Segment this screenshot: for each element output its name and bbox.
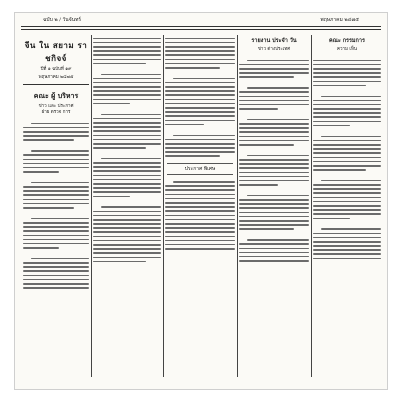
text-line — [93, 261, 146, 263]
text-line — [239, 180, 309, 182]
text-line — [93, 166, 161, 168]
text-line — [23, 194, 89, 196]
text-line — [23, 186, 89, 188]
text-line — [239, 131, 309, 133]
text-line — [321, 180, 381, 182]
text-line — [239, 207, 309, 209]
text-line — [23, 262, 89, 264]
text-line — [321, 228, 381, 230]
text-line — [93, 50, 161, 52]
text-line — [321, 96, 381, 98]
text-line — [239, 199, 309, 201]
text-line — [239, 64, 309, 66]
text-line — [93, 139, 161, 141]
col1-subline-1: ข่าว และ ประกาศ — [38, 104, 74, 109]
text-line — [313, 192, 381, 194]
text-line — [23, 270, 89, 272]
text-line — [239, 256, 309, 258]
text-line — [313, 188, 381, 190]
text-line — [313, 72, 381, 74]
text-line — [93, 147, 146, 149]
text-line — [173, 78, 235, 80]
text-line — [313, 233, 381, 235]
text-line — [165, 124, 204, 126]
text-line — [165, 198, 235, 200]
text-line — [31, 258, 89, 260]
text-line — [93, 211, 161, 213]
text-line — [313, 60, 381, 62]
text-line — [165, 189, 235, 191]
text-line — [93, 183, 161, 185]
text-line — [31, 182, 89, 184]
text-line — [23, 279, 89, 281]
text-line — [313, 209, 381, 211]
text-line — [165, 185, 235, 187]
text-line — [165, 210, 235, 212]
text-line — [93, 135, 161, 137]
text-line — [313, 116, 381, 118]
text-line — [313, 68, 381, 70]
text-line — [23, 171, 59, 173]
text-line — [165, 54, 235, 56]
text-line — [247, 239, 309, 241]
text-line — [313, 152, 381, 154]
text-line — [239, 184, 278, 186]
text-line — [313, 237, 381, 239]
text-line — [31, 218, 89, 220]
text-line — [247, 87, 309, 89]
text-line — [239, 104, 309, 106]
column-1 — [23, 35, 89, 379]
text-line — [173, 181, 235, 183]
text-line — [93, 236, 161, 238]
text-line — [93, 248, 161, 250]
text-line — [23, 127, 89, 129]
text-line — [165, 248, 235, 250]
text-line — [93, 122, 161, 124]
text-line — [313, 218, 350, 220]
column-rule-3 — [237, 35, 238, 377]
text-line — [239, 140, 309, 142]
text-line — [93, 46, 161, 48]
text-line — [23, 139, 74, 141]
text-line — [239, 159, 309, 161]
text-line — [239, 127, 309, 129]
text-line — [165, 231, 235, 233]
text-line — [239, 243, 309, 245]
text-line — [23, 163, 89, 165]
running-head-right: พฤษภาคม ๒๔๗๕ — [320, 17, 359, 23]
column-4 — [239, 35, 309, 379]
text-line — [101, 206, 161, 208]
text-line — [165, 202, 235, 204]
text-line — [93, 63, 146, 65]
text-line — [165, 215, 235, 217]
text-line — [313, 148, 381, 150]
text-line — [23, 167, 89, 169]
text-line — [239, 176, 309, 178]
text-line — [165, 94, 235, 96]
text-line — [239, 108, 278, 110]
text-line — [313, 241, 381, 243]
text-line — [93, 244, 161, 246]
text-line — [165, 99, 235, 101]
text-line — [93, 219, 161, 221]
masthead-issue: ปีที่ ๑ ฉบับที่ ๑๙ — [40, 67, 72, 72]
text-line — [93, 90, 161, 92]
text-line — [93, 252, 161, 254]
text-line — [93, 162, 161, 164]
column-3 — [165, 35, 235, 379]
column-2 — [93, 35, 161, 379]
text-line — [239, 248, 309, 250]
text-line — [165, 236, 235, 238]
masthead-rule — [23, 84, 89, 85]
text-line — [239, 260, 309, 262]
text-line — [23, 131, 89, 133]
text-line — [165, 240, 235, 242]
text-line — [165, 147, 235, 149]
text-line — [165, 143, 235, 145]
text-line — [165, 42, 235, 44]
text-line — [23, 203, 89, 205]
text-line — [93, 187, 161, 189]
text-line — [165, 107, 235, 109]
text-line — [93, 78, 161, 80]
text-line — [313, 213, 381, 215]
text-line — [313, 76, 381, 78]
newspaper-page — [14, 12, 388, 390]
text-line — [93, 240, 161, 242]
text-line — [165, 103, 235, 105]
text-line — [313, 258, 381, 260]
text-line — [313, 205, 381, 207]
text-line — [247, 195, 309, 197]
col1-subline-2: ฝ่าย ตรวจ การ — [41, 110, 71, 115]
text-line — [23, 287, 89, 289]
text-line — [321, 136, 381, 138]
text-line — [165, 155, 220, 157]
text-line — [239, 144, 294, 146]
top-rule — [21, 26, 381, 27]
col4-heading: รายงาน ประจำ วัน — [251, 38, 297, 44]
text-line — [165, 50, 235, 52]
text-line — [23, 243, 89, 245]
text-line — [31, 150, 89, 152]
text-line — [239, 91, 309, 93]
text-line — [313, 161, 381, 163]
text-line — [93, 215, 161, 217]
text-line — [239, 252, 309, 254]
text-line — [93, 170, 161, 172]
text-line — [165, 219, 235, 221]
text-line — [93, 191, 161, 193]
text-line — [93, 179, 161, 181]
text-line — [313, 81, 381, 83]
text-line — [93, 175, 161, 177]
text-line — [93, 94, 161, 96]
column-rule-4 — [311, 35, 312, 377]
text-line — [313, 184, 381, 186]
text-line — [239, 228, 294, 230]
masthead-date: พฤษภาคม ๒๔๗๕ — [38, 75, 74, 80]
text-line — [93, 223, 161, 225]
text-line — [239, 123, 309, 125]
text-line — [93, 38, 161, 40]
running-head-left: ฉบับ ๒ / วันจันทร์ — [43, 17, 82, 23]
text-line — [165, 63, 235, 65]
text-line — [93, 231, 161, 233]
text-line — [23, 159, 89, 161]
text-line — [313, 144, 381, 146]
text-line — [239, 68, 309, 70]
text-line — [165, 194, 235, 196]
text-line — [313, 249, 381, 251]
text-line — [23, 207, 74, 209]
text-line — [313, 157, 381, 159]
column-rule-2 — [163, 35, 164, 377]
text-line — [165, 86, 235, 88]
text-line — [165, 46, 235, 48]
text-line — [165, 67, 220, 69]
col5-heading: คณะ กรรมการ — [329, 38, 365, 44]
text-line — [23, 235, 89, 237]
col4-subline: ข่าว ต่างประเทศ — [257, 47, 291, 52]
text-line — [165, 111, 235, 113]
text-line — [101, 114, 161, 116]
text-line — [313, 253, 381, 255]
text-line — [239, 212, 309, 214]
text-line — [313, 112, 381, 114]
text-line — [239, 163, 309, 165]
text-line — [173, 135, 235, 137]
text-line — [313, 104, 381, 106]
text-line — [239, 167, 309, 169]
running-head — [15, 16, 387, 25]
text-line — [239, 96, 309, 98]
text-line — [93, 99, 161, 101]
text-line — [101, 74, 161, 76]
text-line — [313, 165, 381, 167]
text-line — [239, 72, 309, 74]
text-line — [313, 245, 381, 247]
text-line — [23, 275, 89, 277]
text-line — [313, 64, 381, 66]
text-line — [93, 82, 161, 84]
text-line — [23, 222, 89, 224]
masthead-title: จีน ใน สยาม ราชกิจจ์ — [24, 40, 88, 63]
text-line — [23, 154, 89, 156]
col5-subline: ความ เห็น — [336, 47, 358, 52]
text-line — [23, 247, 59, 249]
text-line — [165, 139, 235, 141]
col1-heading: คณะ ผู้ บริหาร — [33, 91, 79, 100]
text-line — [239, 100, 309, 102]
text-line — [239, 216, 309, 218]
text-line — [313, 121, 381, 123]
text-line — [93, 196, 130, 198]
text-line — [313, 108, 381, 110]
text-line — [165, 38, 235, 40]
text-line — [313, 125, 350, 127]
text-line — [247, 60, 309, 62]
text-line — [93, 130, 161, 132]
column-rule-1 — [91, 35, 92, 377]
text-line — [23, 239, 89, 241]
text-line — [165, 223, 235, 225]
text-line — [165, 151, 235, 153]
text-line — [93, 103, 130, 105]
text-line — [93, 126, 161, 128]
text-line — [93, 59, 161, 61]
text-line — [313, 201, 381, 203]
text-line — [93, 257, 161, 259]
text-line — [23, 190, 89, 192]
text-line — [23, 230, 89, 232]
text-line — [93, 227, 161, 229]
text-line — [247, 119, 309, 121]
text-line — [247, 155, 309, 157]
text-line — [23, 226, 89, 228]
text-line — [93, 118, 161, 120]
col3-boxhead: ประกาศ พิเศษ — [167, 163, 233, 175]
column-5 — [313, 35, 381, 379]
text-line — [101, 158, 161, 160]
text-line — [93, 54, 161, 56]
text-line — [31, 123, 89, 125]
text-line — [165, 120, 235, 122]
text-line — [313, 169, 366, 171]
text-line — [165, 227, 235, 229]
text-line — [93, 42, 161, 44]
text-line — [313, 100, 381, 102]
text-line — [23, 266, 89, 268]
text-line — [165, 206, 235, 208]
text-line — [239, 172, 309, 174]
text-line — [165, 115, 235, 117]
text-line — [93, 143, 161, 145]
text-line — [165, 244, 235, 246]
text-line — [239, 203, 309, 205]
text-line — [313, 140, 381, 142]
text-line — [23, 199, 89, 201]
text-line — [239, 136, 309, 138]
text-line — [23, 135, 89, 137]
text-line — [239, 224, 309, 226]
text-line — [313, 197, 381, 199]
top-rule-second — [21, 29, 381, 30]
text-line — [313, 85, 366, 87]
text-line — [23, 283, 89, 285]
text-line — [93, 86, 161, 88]
text-line — [165, 59, 235, 61]
text-line — [239, 76, 294, 78]
text-line — [165, 90, 235, 92]
text-line — [165, 82, 235, 84]
text-line — [239, 220, 309, 222]
